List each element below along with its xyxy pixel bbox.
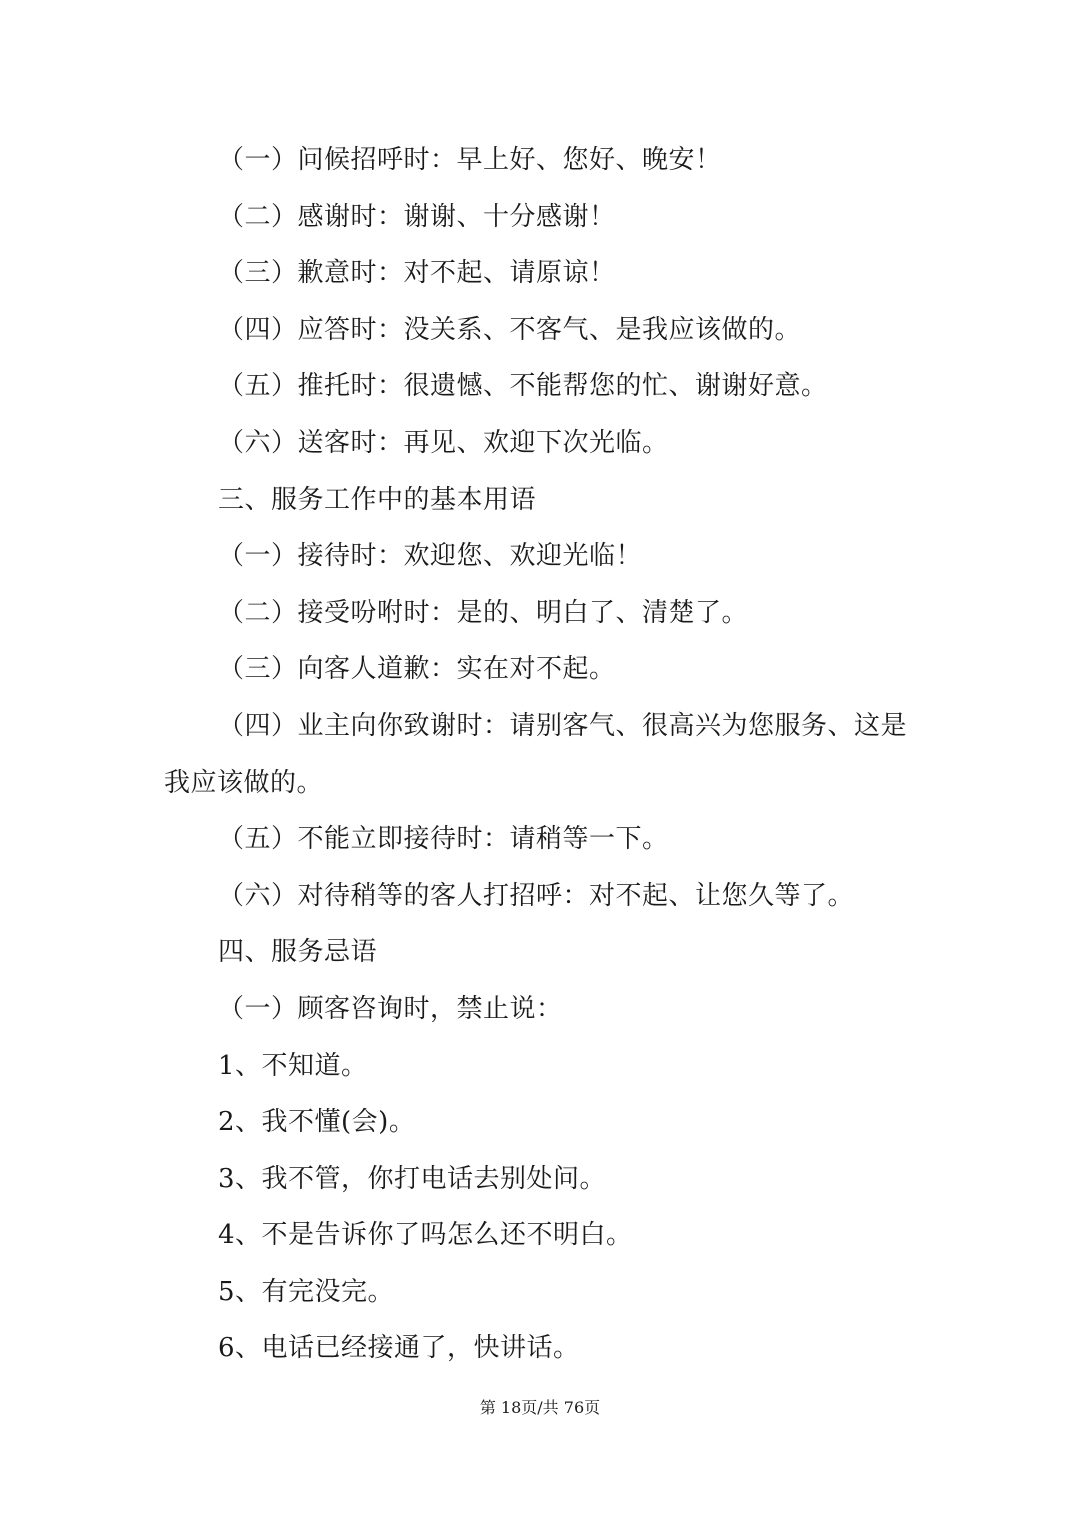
page-number: 第 18页/共 76页 [479, 1398, 601, 1417]
text-line: （二）接受吩咐时：是的、明白了、清楚了。 [218, 597, 749, 628]
section-heading: 四、服务忌语 [218, 937, 378, 968]
text-line: （四）业主向你致谢时：请别客气、很高兴为您服务、这是 [218, 710, 908, 741]
document-body [164, 132, 924, 1377]
list-item: 6、电话已经接通了，快讲话。 [218, 1333, 580, 1364]
text-line: （一）问候招呼时：早上好、您好、晚安！ [218, 145, 722, 175]
list-item: 1、不知道。 [218, 1050, 368, 1081]
text-line: （六）送客时：再见、欢迎下次光临。 [218, 427, 669, 458]
text-line: （五）推托时：很遗憾、不能帮您的忙、谢谢好意。 [218, 371, 828, 402]
text-line: （三）歉意时：对不起、请原谅！ [218, 258, 616, 289]
text-line: （六）对待稍等的客人打招呼：对不起、让您久等了。 [218, 880, 855, 911]
text-line: （五）不能立即接待时：请稍等一下。 [218, 824, 669, 855]
text-line: （二）感谢时：谢谢、十分感谢！ [218, 201, 616, 232]
text-line: （四）应答时：没关系、不客气、是我应该做的。 [218, 314, 802, 345]
text-line: （三）向客人道歉：实在对不起。 [218, 654, 616, 685]
list-item: 4、不是告诉你了吗怎么还不明白。 [218, 1220, 633, 1251]
text-line-continuation: 我应该做的。 [164, 767, 324, 798]
list-item: 5、有完没完。 [218, 1276, 395, 1307]
section-heading: 三、服务工作中的基本用语 [218, 484, 537, 515]
text-line: （一）顾客咨询时，禁止说： [218, 993, 563, 1024]
text-line: （一）接待时：欢迎您、欢迎光临！ [218, 541, 643, 572]
list-item: 3、我不管，你打电话去别处问。 [218, 1163, 607, 1194]
list-item: 2、我不懂(会)。 [218, 1107, 416, 1138]
